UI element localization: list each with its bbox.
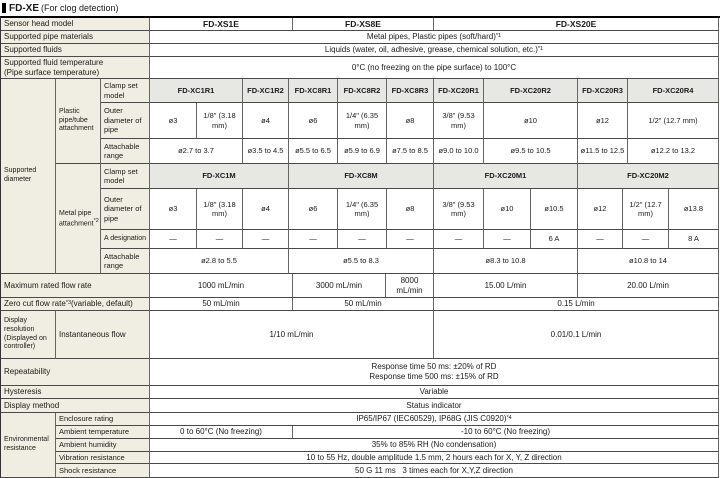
outer-diameter-cell: 3/8" (9.53 mm) xyxy=(434,103,484,139)
display-resolution-label: Display resolution (Displayed on controller) xyxy=(1,311,56,359)
footnote-ref: *3 xyxy=(65,300,72,307)
ambient-temperature-label: Ambient temperature xyxy=(56,426,150,439)
supported-diameter-label: Supported diameter xyxy=(1,79,56,274)
attachable-range-label: Attachable range xyxy=(101,249,150,274)
repeatability-value: Response time 50 ms: ±20% of RD Response time 500 ms: ±15% of RD xyxy=(150,359,719,386)
shock-resistance-label: Shock resistance xyxy=(56,464,150,478)
fluid-temperature-value: 0°C (no freezing on the pipe surface) to 100°C xyxy=(150,57,719,79)
ambient-humidity-label: Ambient humidity xyxy=(56,439,150,452)
a-designation-cell: 8 A xyxy=(669,230,719,249)
outer-diameter-cell: 1/8" (3.18 mm) xyxy=(197,189,243,230)
vibration-resistance-label: Vibration resistance xyxy=(56,452,150,464)
outer-diameter-cell: ø12 xyxy=(578,103,628,139)
a-designation-cell: — xyxy=(387,230,434,249)
outer-diameter-cell: 1/2" (12.7 mm) xyxy=(628,103,719,139)
clamp-model-header: FD-XC8R2 xyxy=(338,79,387,103)
row-plastic-clamp-models xyxy=(101,79,719,103)
a-designation-cell: — xyxy=(197,230,243,249)
row-a-designation xyxy=(101,230,719,249)
row-hysteresis xyxy=(1,386,720,399)
plastic-attachment-group xyxy=(56,79,719,164)
row-ambient-humidity xyxy=(56,439,719,452)
environmental-resistance-section xyxy=(1,413,720,478)
clamp-model-header: FD-XC20R3 xyxy=(578,79,628,103)
a-designation-cell: — xyxy=(484,230,531,249)
zero-cut-cell: 50 mL/min xyxy=(293,298,434,311)
row-max-flow-rate xyxy=(1,274,720,298)
sensor-model-fd-xs8e: FD-XS8E xyxy=(293,18,434,31)
attachable-range-cell: ø12.2 to 13.2 xyxy=(628,139,719,164)
metal-attachment-label: Metal pipe attachment$^{*2}$ xyxy=(56,164,101,274)
row-metal-outer-diameter xyxy=(101,189,719,230)
pipe-materials-label: Supported pipe materials xyxy=(1,31,150,44)
attachable-range-cell: ø11.5 to 12.5 xyxy=(578,139,628,164)
clamp-model-header: FD-XC1M xyxy=(150,164,289,189)
clamp-model-header: FD-XC20R2 xyxy=(484,79,578,103)
max-flow-cell: 20.00 L/min xyxy=(578,274,719,298)
footnote-ref: *2 xyxy=(93,217,99,224)
row-supported-fluids xyxy=(1,44,720,57)
sensor-model-fd-xs1e: FD-XS1E xyxy=(150,18,293,31)
hysteresis-label: Hysteresis xyxy=(1,386,150,399)
outer-diameter-label: Outer diameter of pipe xyxy=(101,189,150,230)
row-display-resolution xyxy=(1,311,720,359)
supported-fluids-label: Supported fluids xyxy=(1,44,150,57)
a-designation-cell: — xyxy=(243,230,289,249)
outer-diameter-cell: ø13.8 xyxy=(669,189,719,230)
clamp-model-header: FD-XC20M1 xyxy=(434,164,578,189)
outer-diameter-cell: 1/4" (6.35 mm) xyxy=(338,103,387,139)
row-plastic-attachable-range xyxy=(101,139,719,164)
zero-cut-cell: 50 mL/min xyxy=(150,298,293,311)
clamp-model-header: FD-XC8R3 xyxy=(387,79,434,103)
max-flow-cell: 8000 mL/min xyxy=(386,274,434,298)
max-flow-cell: 3000 mL/min xyxy=(293,274,386,298)
a-designation-cell: 6 A xyxy=(531,230,578,249)
outer-diameter-cell: ø8 xyxy=(387,189,434,230)
outer-diameter-cell: ø4 xyxy=(243,189,289,230)
outer-diameter-cell: ø10 xyxy=(484,103,578,139)
enclosure-rating-label: Enclosure rating xyxy=(56,413,150,426)
a-designation-cell: — xyxy=(578,230,623,249)
clamp-model-header: FD-XC20R4 xyxy=(628,79,719,103)
display-method-label: Display method xyxy=(1,399,150,413)
outer-diameter-cell: ø3 xyxy=(150,103,197,139)
a-designation-cell: — xyxy=(623,230,669,249)
fluid-temperature-label: Supported fluid temperature (Pipe surface temperature) xyxy=(1,57,150,79)
row-pipe-materials xyxy=(1,31,720,44)
row-display-method xyxy=(1,399,720,413)
a-designation-cell: — xyxy=(338,230,387,249)
outer-diameter-cell: 1/8" (3.18 mm) xyxy=(197,103,243,139)
row-plastic-outer-diameter xyxy=(101,103,719,139)
outer-diameter-cell: ø6 xyxy=(289,189,338,230)
zero-cut-flow-label: Zero cut flow rate *3 (variable, default) xyxy=(1,298,150,311)
ambient-temperature-cell: 0 to 60°C (No freezing) xyxy=(150,426,293,439)
ambient-humidity-value: 35% to 85% RH (No condensation) xyxy=(150,439,719,452)
max-flow-cell: 1000 mL/min xyxy=(150,274,293,298)
section-title xyxy=(2,1,119,15)
row-vibration-resistance xyxy=(56,452,719,464)
a-designation-cell: — xyxy=(150,230,197,249)
section-marker-icon xyxy=(2,3,6,13)
outer-diameter-cell: ø12 xyxy=(578,189,623,230)
zero-cut-cell: 0.15 L/min xyxy=(434,298,719,311)
supported-diameter-section xyxy=(1,79,720,274)
attachable-range-cell: ø2.8 to 5.5 xyxy=(150,249,289,274)
a-designation-cell: — xyxy=(434,230,484,249)
attachable-range-label: Attachable range xyxy=(101,139,150,164)
row-zero-cut-flow xyxy=(1,298,720,311)
clamp-model-header: FD-XC8M xyxy=(289,164,434,189)
repeatability-label: Repeatability xyxy=(1,359,150,386)
outer-diameter-cell: ø10 xyxy=(484,189,531,230)
outer-diameter-cell: ø10.5 xyxy=(531,189,578,230)
max-flow-cell: 15.00 L/min xyxy=(434,274,578,298)
footnote-ref: *1 xyxy=(537,46,544,53)
section-title-model: FD-XE xyxy=(9,2,39,14)
clamp-model-header: FD-XC20M2 xyxy=(578,164,719,189)
attachable-range-cell: ø5.5 to 8.3 xyxy=(289,249,434,274)
outer-diameter-cell: ø6 xyxy=(289,103,338,139)
shock-resistance-value: 50 G 11 ms 3 times each for X,Y,Z direction xyxy=(150,464,719,478)
clamp-model-header: FD-XC8R1 xyxy=(289,79,338,103)
environmental-resistance-label: Environmental resistance xyxy=(1,413,56,478)
attachable-range-cell: ø5.5 to 6.5 xyxy=(289,139,338,164)
instantaneous-flow-cell: 0.01/0.1 L/min xyxy=(434,311,719,359)
outer-diameter-cell: 1/2" (12.7 mm) xyxy=(623,189,669,230)
attachable-range-cell: ø5.9 to 6.9 xyxy=(338,139,387,164)
clamp-set-model-label: Clamp set model xyxy=(101,164,150,189)
outer-diameter-cell: 1/4" (6.35 mm) xyxy=(338,189,387,230)
clamp-model-header: FD-XC1R1 xyxy=(150,79,243,103)
ambient-temperature-cell: -10 to 60°C (No freezing) xyxy=(293,426,719,439)
supported-fluids-value: Liquids (water, oil, adhesive, grease, chemical solution, etc.) *1 xyxy=(150,44,719,57)
row-repeatability xyxy=(1,359,720,386)
outer-diameter-cell: ø4 xyxy=(243,103,289,139)
row-sensor-head-model xyxy=(1,18,720,31)
clamp-model-header: FD-XC20R1 xyxy=(434,79,484,103)
display-method-value: Status indicator xyxy=(150,399,719,413)
row-enclosure-rating xyxy=(56,413,719,426)
metal-attachment-group xyxy=(56,164,719,274)
outer-diameter-cell: 3/8" (9.53 mm) xyxy=(434,189,484,230)
pipe-materials-value: Metal pipes, Plastic pipes (soft/hard) *1 xyxy=(150,31,719,44)
max-flow-rate-label: Maximum rated flow rate xyxy=(1,274,150,298)
sensor-head-model-label: Sensor head model xyxy=(1,18,150,31)
footnote-ref: *4 xyxy=(506,415,512,422)
section-title-suffix: (For clog detection) xyxy=(41,3,119,13)
hysteresis-value: Variable xyxy=(150,386,719,399)
instantaneous-flow-cell: 1/10 mL/min xyxy=(150,311,434,359)
row-metal-clamp-models xyxy=(101,164,719,189)
sensor-model-fd-xs20e: FD-XS20E xyxy=(434,18,719,31)
outer-diameter-cell: ø8 xyxy=(387,103,434,139)
row-fluid-temperature xyxy=(1,57,720,79)
attachable-range-cell: ø7.5 to 8.5 xyxy=(387,139,434,164)
attachable-range-cell: ø9.0 to 10.0 xyxy=(434,139,484,164)
plastic-attachment-label: Plastic pipe/tube attachment xyxy=(56,79,101,164)
attachable-range-cell: ø8.3 to 10.8 xyxy=(434,249,578,274)
attachable-range-cell: ø3.5 to 4.5 xyxy=(243,139,289,164)
attachable-range-cell: ø10.8 to 14 xyxy=(578,249,719,274)
a-designation-label: A designation xyxy=(101,230,150,249)
outer-diameter-cell: ø3 xyxy=(150,189,197,230)
row-shock-resistance xyxy=(56,464,719,478)
clamp-model-header: FD-XC1R2 xyxy=(243,79,289,103)
spec-table xyxy=(0,16,720,478)
row-metal-attachable-range xyxy=(101,249,719,274)
attachable-range-cell: ø2.7 to 3.7 xyxy=(150,139,243,164)
footnote-ref: *1 xyxy=(495,33,502,40)
enclosure-rating-value: IP65/IP67 (IEC60529), IP68G (JIS C0920) *4 xyxy=(150,413,719,426)
a-designation-cell: — xyxy=(289,230,338,249)
attachable-range-cell: ø9.5 to 10.5 xyxy=(484,139,578,164)
clamp-set-model-label: Clamp set model xyxy=(101,79,150,103)
vibration-resistance-value: 10 to 55 Hz, double amplitude 1.5 mm, 2 hours each for X, Y, Z direction xyxy=(150,452,719,464)
row-ambient-temperature xyxy=(56,426,719,439)
outer-diameter-label: Outer diameter of pipe xyxy=(101,103,150,139)
instantaneous-flow-label: Instantaneous flow xyxy=(56,311,150,359)
